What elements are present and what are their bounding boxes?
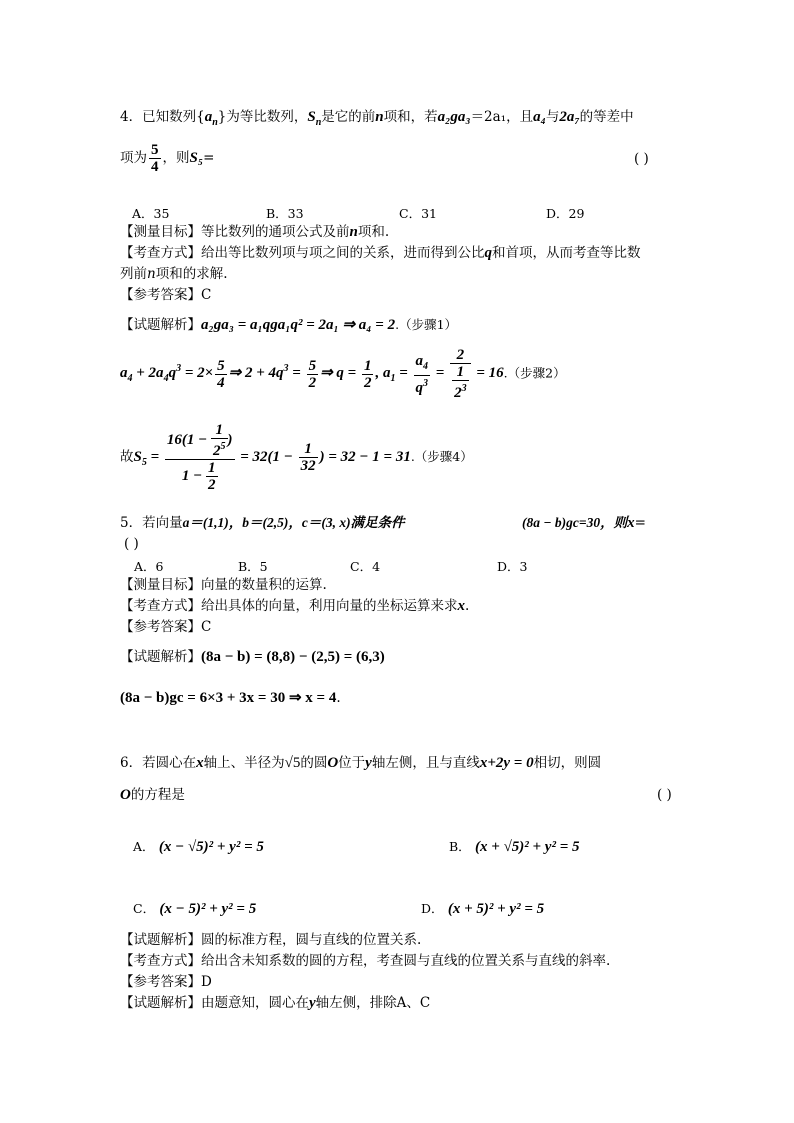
q6-option-c-formula: (x − 5)² + y² = 5	[159, 901, 257, 917]
q4-step2-formula: $a_4 + 2a_4q^3 = 2\times$ $\frac{5}{4}$ ⇒ $2 + 4q^3$ = $\frac{5}{2}$ ⇒ q = $\frac{1}{2}$ , $a_1$ = $\frac{a_4}{q^3}$ = $\frac{2}{\frac{1}{2^3}}$ = 16	[120, 347, 504, 401]
q4-n: n	[375, 109, 384, 125]
q4-Sn: $S_n$	[307, 109, 322, 128]
q4-target	[120, 223, 389, 241]
q6-stem-text: 6．若圆心在	[120, 755, 197, 771]
q4-stem-text: 是它的前	[321, 109, 376, 125]
q4-stem-text: ，且	[506, 109, 534, 125]
q4-an: $a_n$	[204, 109, 218, 128]
q4-stem-text: =	[203, 150, 215, 166]
q4-stem-text: 项和，若	[383, 109, 438, 125]
q6-y: y	[365, 755, 372, 771]
q5-option-c: C．4	[350, 559, 381, 574]
q6-info-line4	[120, 994, 430, 1012]
section-label: 【测量目标】	[120, 577, 201, 593]
q4-stem-line1	[120, 108, 634, 132]
q5-stem-text: =	[634, 515, 646, 531]
q4-answer-value: C	[201, 287, 212, 303]
q5-method-x: x	[457, 598, 465, 614]
q6-stem-text: 的圆	[300, 755, 328, 771]
section-label: 【试题解析】	[120, 317, 201, 333]
q4-fraction: $\frac{5}{4}$	[151, 142, 159, 175]
q6-option-d-formula: (x + 5)² + y² = 5	[447, 901, 545, 917]
q4-analysis-step1	[120, 316, 457, 334]
q4-method-text: 给出等比数列项与项之间的关系，进而得到公比	[201, 245, 485, 261]
q4-option-c: C．31	[399, 206, 437, 221]
q5-condition: (8a − b)gc=30，则	[522, 515, 628, 530]
q5-step2-formula: (8a − b)gc = 6×3 + 3x = 30 ⇒ x = 4	[120, 690, 337, 706]
q4-target-n: n	[349, 224, 358, 240]
q6-stem-text: 轴上、半径为	[203, 755, 285, 771]
q4-analysis-step4	[120, 422, 473, 493]
q6-option-label: B．	[449, 839, 471, 854]
q6-info-y: y	[309, 995, 316, 1011]
section-label: 【试题解析】	[120, 649, 201, 665]
q6-answer-value: D	[201, 974, 212, 990]
q5-x: x	[627, 515, 635, 531]
q6-line-eq: x+2y = 0	[479, 755, 534, 771]
q6-stem-text: 的方程是	[130, 787, 185, 803]
q4-method-text: 项和的求解.	[155, 266, 228, 282]
q4-step4-formula: $S_5$ = 16(1 − $\frac{1}{2^5}$ ) 1 − $\frac{1}{2}$ = 32(1 − $\frac{1}{32}$ ) = 32 − 1 = 31	[133, 422, 411, 493]
q4-cond-eq: ＝2a₁	[470, 109, 507, 125]
q6-answer-bracket: ( )	[657, 787, 672, 803]
section-label: 【试题解析】	[120, 932, 201, 948]
q4-stem-text: 项为	[120, 150, 147, 166]
q6-option-c	[133, 900, 256, 918]
q4-stem-line2	[120, 140, 214, 176]
q4-method	[120, 244, 641, 262]
q6-O: O	[327, 755, 339, 771]
q6-O: O	[120, 787, 131, 803]
q5-method-text: 给出具体的向量，利用向量的坐标运算来求	[201, 598, 458, 614]
q4-step4-note: .（步骤4）	[410, 448, 473, 464]
q5-step2-end: .	[336, 690, 341, 706]
section-label: 【试题解析】	[120, 995, 201, 1011]
q5-step1-formula: (8a − b) = (8,8) − (2,5) = (6,3)	[201, 649, 385, 665]
q5-option-a: A．6	[134, 559, 164, 574]
q4-cond-product: a₂ga₃	[437, 109, 471, 125]
q6-stem-text: 轴左侧，且与直线	[371, 755, 480, 771]
q4-answer-bracket: ( )	[634, 151, 649, 167]
q4-step1-formula: a₂ga₃ = a₁qga₁q² = 2a₁ ⇒ a₄ = 2	[201, 317, 396, 333]
q5-analysis-step2	[120, 689, 341, 707]
q5-target	[120, 576, 327, 594]
q4-method-text: 列前	[120, 266, 147, 282]
section-label: 【参考答案】	[120, 287, 201, 303]
section-label: 【参考答案】	[120, 619, 201, 635]
q4-step4-prefix: 故	[120, 448, 134, 465]
q4-S5: S₅	[189, 150, 204, 166]
q6-info-text: 给出含未知系数的圆的方程，考查圆与直线的位置关系与直线的斜率.	[201, 953, 611, 969]
q4-method-q: q	[484, 245, 492, 261]
section-label: 【考查方式】	[120, 245, 201, 261]
q6-info-line1	[120, 931, 421, 949]
q6-info-text: 轴左侧，排除A、C	[315, 995, 431, 1011]
q4-step1-note: .（步骤1）	[395, 317, 458, 332]
section-label: 【考查方式】	[120, 598, 201, 614]
q4-a4: a₄	[533, 109, 546, 125]
q5-answer-bracket: ( )	[124, 536, 139, 552]
q4-stem-text: 4．已知数列{	[120, 109, 205, 125]
q4-stem-text: 的等差中	[579, 109, 634, 125]
q5-stem-text: 5．若向量	[120, 515, 183, 531]
section-label: 【考查方式】	[120, 953, 201, 969]
q5-method	[120, 597, 469, 615]
q6-option-label: D．	[421, 901, 444, 916]
section-label: 【参考答案】	[120, 974, 201, 990]
q5-answer-value: C	[201, 619, 212, 635]
q4-option-a: A．35	[132, 206, 170, 221]
q4-2a7: 2a₇	[559, 109, 580, 125]
q5-method-text: .	[465, 598, 470, 614]
q4-target-text: 项和.	[357, 224, 390, 240]
q6-stem-text: 位于	[338, 755, 366, 771]
q6-option-b-formula: (x + √5)² + y² = 5	[474, 839, 580, 855]
q4-method-n: n	[147, 266, 156, 282]
q6-stem-line1	[120, 754, 601, 772]
q5-option-b: B．5	[238, 559, 268, 574]
q4-target-text: 等比数列的通项公式及前	[201, 224, 350, 240]
q6-option-a	[133, 838, 264, 856]
q5-answer	[120, 618, 211, 636]
q6-info-text: 由题意知，圆心在	[201, 995, 309, 1011]
q6-option-a-formula: (x − √5)² + y² = 5	[158, 839, 264, 855]
q4-stem-text: 与	[545, 109, 560, 125]
q4-step2-note: .（步骤2）	[503, 365, 566, 381]
q5-stem-line1	[120, 514, 405, 532]
q5-target-text: 向量的数量积的运算.	[201, 577, 327, 593]
q4-method-text: 和首项，从而考查等比数	[492, 245, 641, 261]
q4-stem-text: ，则	[162, 150, 190, 166]
q5-option-d: D．3	[497, 559, 528, 574]
q5-vectors: a＝(1,1)，b＝(2,5)，c＝(3, x)满足条件	[182, 515, 405, 530]
q6-option-b	[449, 838, 580, 856]
q6-option-d	[421, 900, 544, 918]
q6-option-label: A．	[133, 839, 155, 854]
section-label: 【测量目标】	[120, 224, 201, 240]
q4-answer	[120, 286, 211, 304]
q4-method-line2	[120, 265, 228, 283]
q6-info-line3	[120, 973, 212, 991]
q4-stem-text: }为等比数列，	[217, 109, 308, 125]
q6-option-label: C．	[133, 901, 156, 916]
q6-info-text: 圆的标准方程，圆与直线的位置关系.	[201, 932, 422, 948]
q4-option-d: D．29	[546, 206, 585, 221]
q4-option-b: B．33	[266, 206, 304, 221]
q6-radius: √5	[284, 755, 301, 771]
q5-stem-cond	[522, 514, 646, 532]
q6-x: x	[196, 755, 204, 771]
q5-analysis-step1	[120, 648, 385, 666]
q6-stem-text: 相切，则圆	[533, 755, 602, 771]
q4-analysis-step2	[120, 347, 566, 401]
q6-stem-line2	[120, 786, 185, 804]
q6-info-line2	[120, 952, 610, 970]
